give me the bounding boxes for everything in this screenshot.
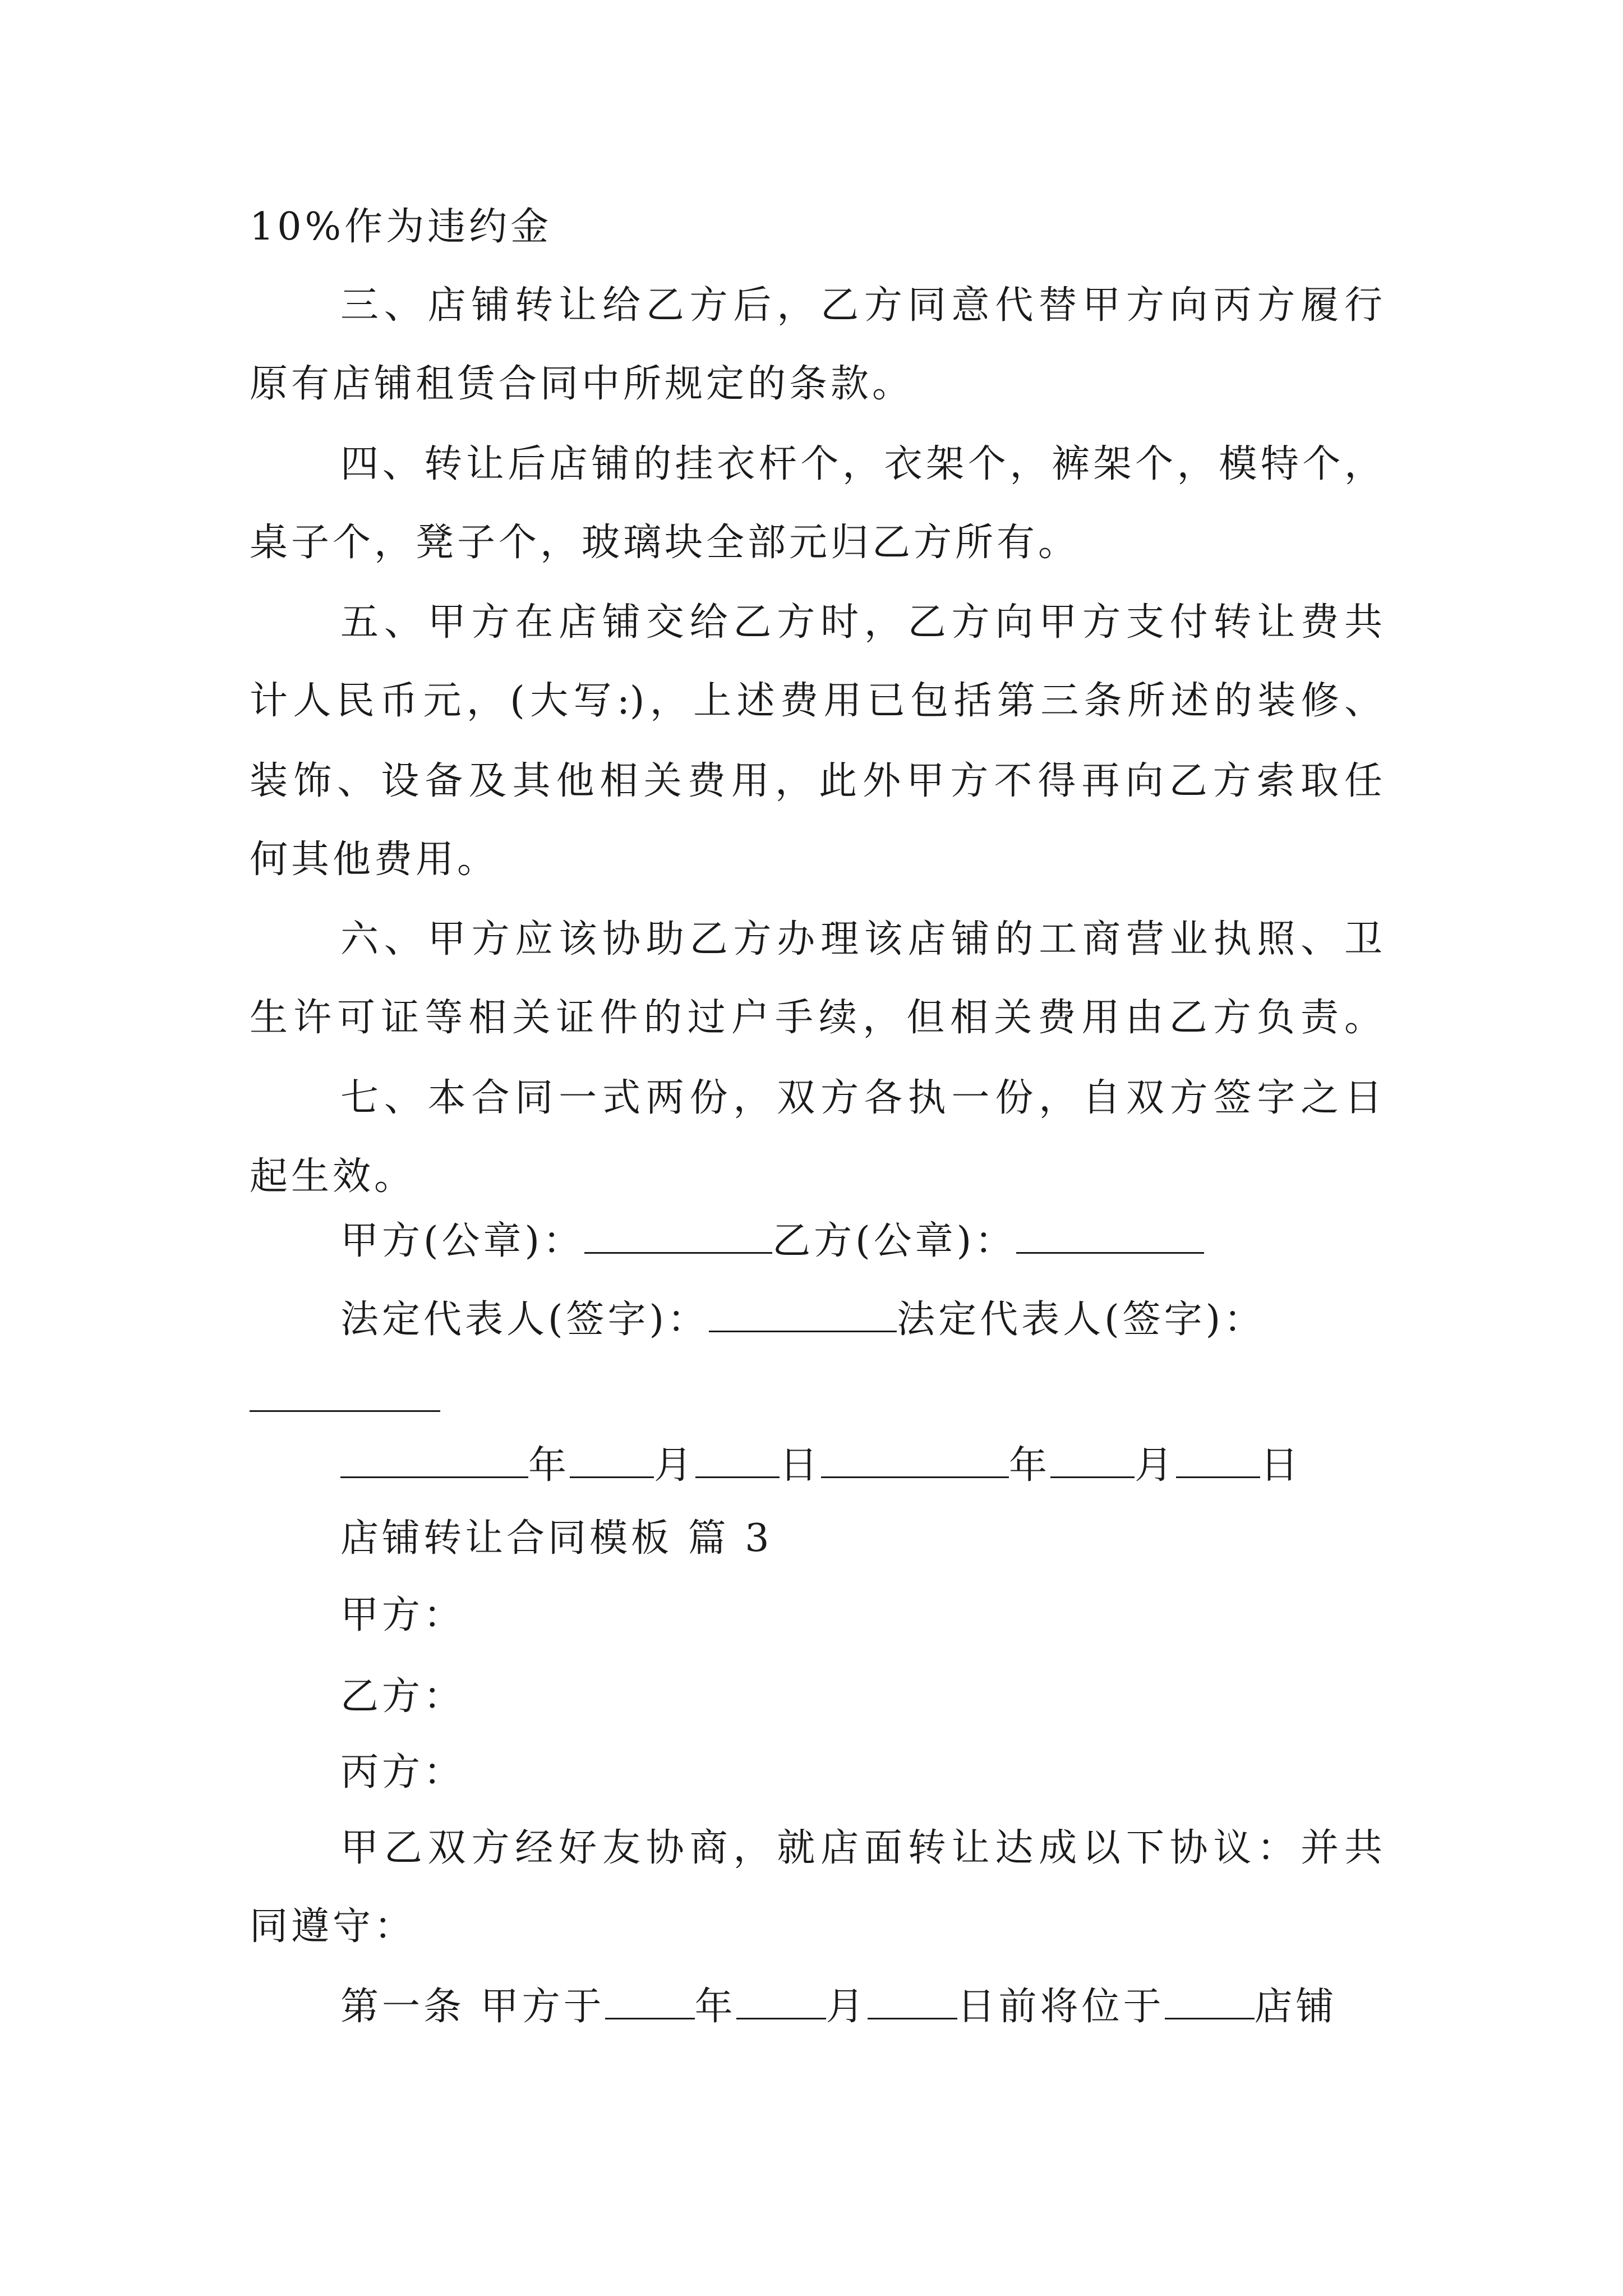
text-line: 起生效。 [250, 1154, 416, 1199]
party-c-line: 丙方： [340, 1750, 465, 1795]
section-title: 店铺转让合同模板 篇 3 [340, 1516, 773, 1561]
text-line: 生许可证等相关证件的过户手续，但相关费用由乙方负责。 [250, 996, 1382, 1040]
article-1-month: 月 [826, 1985, 868, 2029]
text-line: 装饰、设备及其他相关费用，此外甲方不得再向乙方索取任 [250, 759, 1382, 803]
party-a-seal-blank [584, 1217, 772, 1254]
party-a-seal-label: 甲方(公章)： [340, 1219, 585, 1263]
text-line: 七、本合同一式两份，双方各执一份，自双方签字之日 [340, 1076, 1382, 1120]
text-line: 原有店铺租赁合同中所规定的条款。 [250, 362, 914, 406]
rep-b-blank [250, 1410, 440, 1412]
date-a-year-blank [340, 1442, 528, 1478]
year-label: 年 [1009, 1443, 1051, 1488]
date-b-year-blank [821, 1442, 1009, 1478]
article-1-lead: 第一条 甲方于 [340, 1985, 605, 2029]
party-a-line: 甲方： [340, 1593, 465, 1637]
article-1-location-blank [1165, 1983, 1255, 2019]
text-line: 五、甲方在店铺交给乙方时，乙方向甲方支付转让费共 [340, 600, 1382, 645]
text-line: 四、转让后店铺的挂衣杆个，衣架个，裤架个，模特个， [340, 442, 1382, 486]
article-1-line [340, 1983, 1338, 2028]
party-b-line: 乙方： [340, 1674, 465, 1719]
date-a-month-blank [570, 1442, 654, 1478]
rep-b-label: 法定代表人(签字)： [897, 1297, 1266, 1342]
text-line: 甲乙双方经好友协商，就店面转让达成以下协议：并共 [340, 1826, 1382, 1870]
date-a-day-blank [695, 1442, 780, 1478]
text-line: 三、店铺转让给乙方后，乙方同意代替甲方向丙方履行 [340, 283, 1382, 328]
month-label: 月 [654, 1443, 696, 1488]
day-label: 日 [1260, 1443, 1302, 1488]
day-label: 日 [780, 1443, 822, 1488]
representative-line [340, 1296, 1265, 1341]
month-label: 月 [1135, 1443, 1177, 1488]
text-line: 同遵守： [250, 1904, 416, 1949]
text-line: 六、甲方应该协助乙方办理该店铺的工商营业执照、卫 [340, 917, 1382, 961]
text-line: 何其他费用。 [250, 838, 499, 882]
year-label: 年 [528, 1443, 570, 1488]
article-1-tail: 店铺 [1254, 1985, 1338, 2029]
date-b-day-blank [1176, 1442, 1260, 1478]
article-1-year: 年 [694, 1985, 736, 2029]
article-1-year-blank [605, 1983, 695, 2019]
party-b-seal-label: 乙方(公章)： [772, 1219, 1017, 1263]
seal-line [340, 1217, 1204, 1262]
text-line: 10%作为违约金 [250, 205, 552, 249]
date-line [340, 1442, 1302, 1487]
rep-a-label: 法定代表人(签字)： [340, 1297, 709, 1342]
text-line: 计人民币元，(大写:)，上述费用已包括第三条所述的装修、 [250, 679, 1382, 723]
party-b-seal-blank [1016, 1217, 1204, 1254]
article-1-day: 日前将位于 [957, 1985, 1165, 2029]
text-line: 桌子个，凳子个，玻璃块全部元归乙方所有。 [250, 521, 1080, 565]
article-1-day-blank [868, 1983, 957, 2019]
rep-a-blank [709, 1296, 897, 1332]
article-1-month-blank [736, 1983, 826, 2019]
date-b-month-blank [1050, 1442, 1135, 1478]
